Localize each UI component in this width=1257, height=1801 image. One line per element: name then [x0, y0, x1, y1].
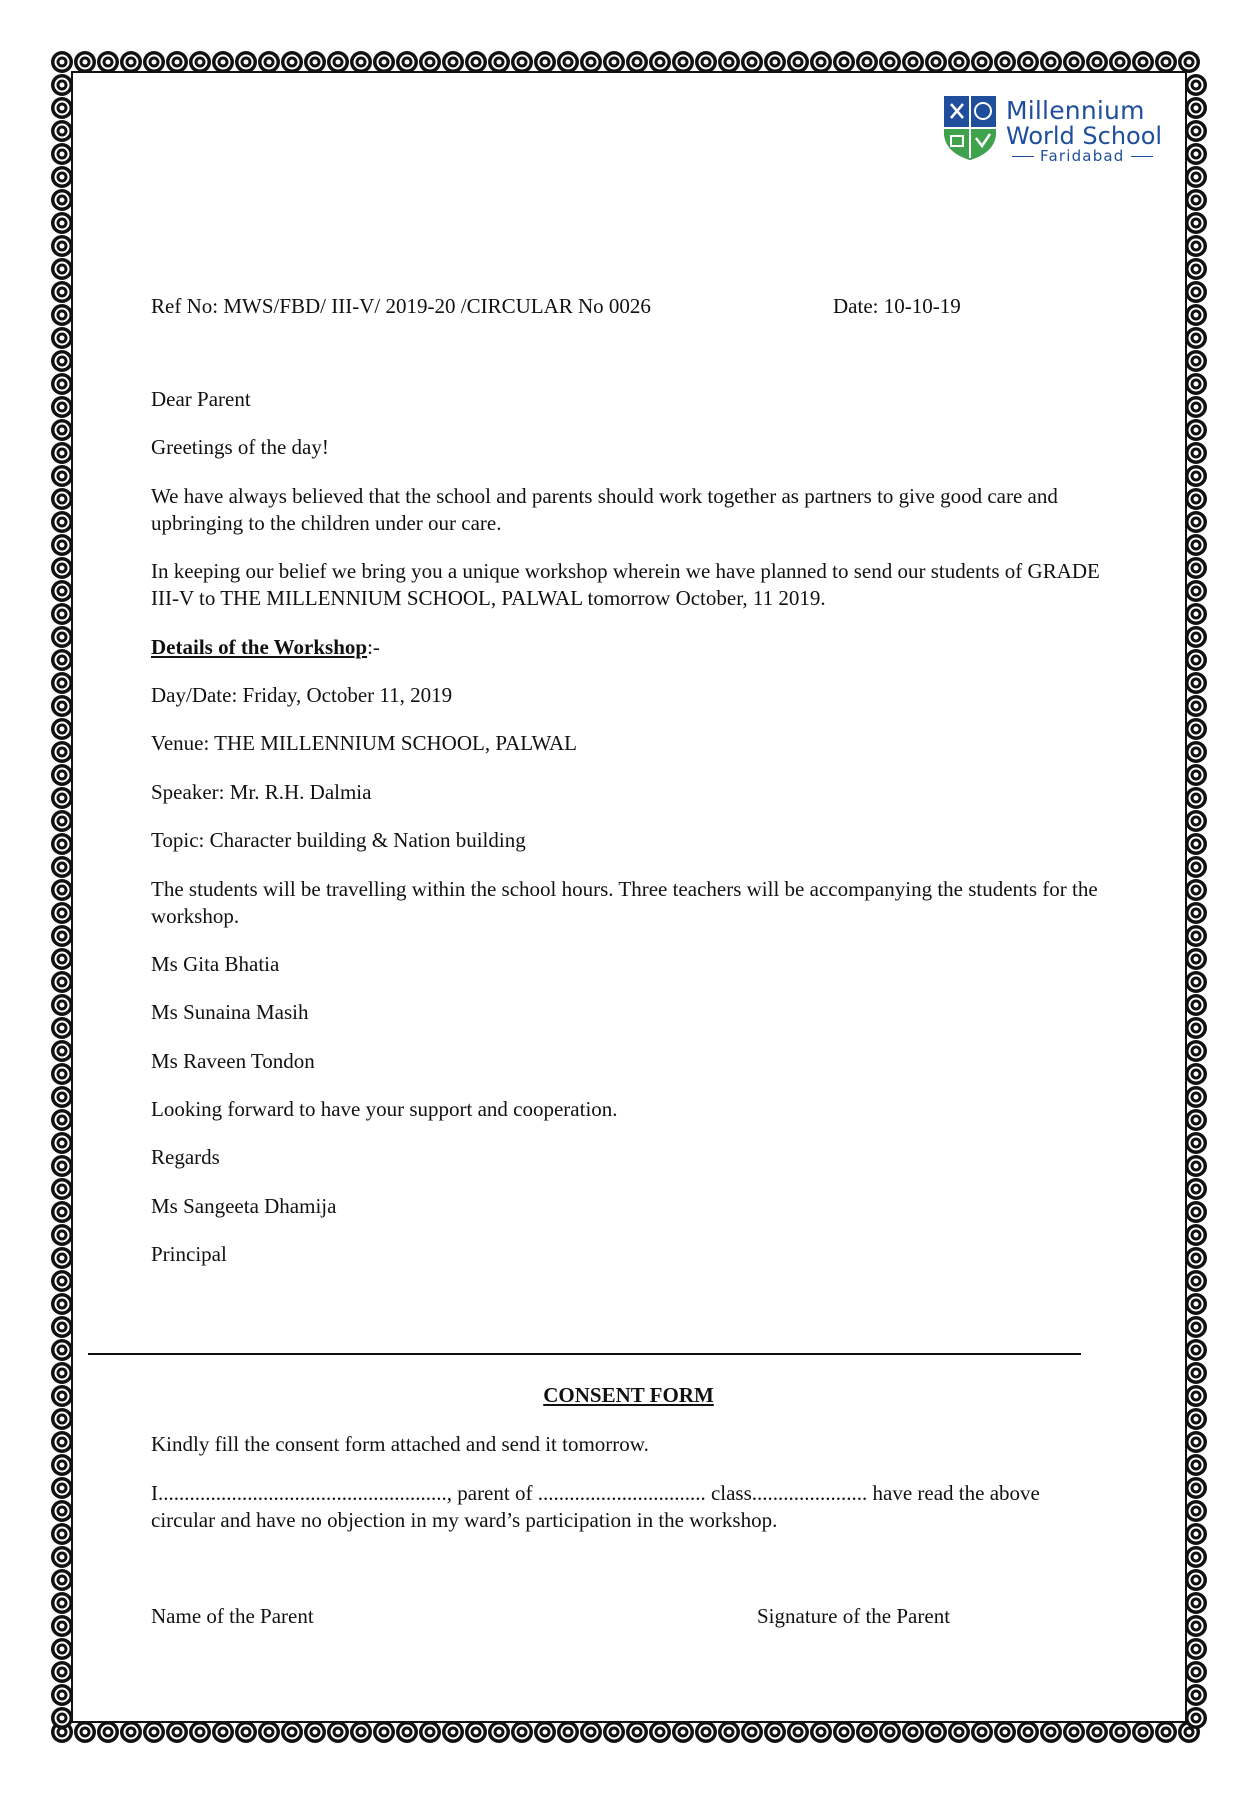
border-ring [1185, 672, 1207, 694]
border-ring [51, 1592, 73, 1614]
border-ring [1185, 511, 1207, 533]
border-ring [419, 51, 441, 73]
border-ring [1185, 1132, 1207, 1154]
border-ring [1185, 948, 1207, 970]
border-ring [51, 1661, 73, 1683]
border-ring [51, 51, 73, 73]
border-ring [51, 810, 73, 832]
shield-icon [942, 94, 998, 162]
border-ring [350, 1721, 372, 1743]
workshop-speaker: Speaker: Mr. R.H. Dalmia [151, 780, 372, 804]
border-ring [1185, 1454, 1207, 1476]
border-ring [51, 258, 73, 280]
border-ring [902, 51, 924, 73]
border-ring [1185, 1569, 1207, 1591]
border-ring [1185, 1201, 1207, 1223]
border-ring [1185, 1155, 1207, 1177]
border-ring [1185, 1247, 1207, 1269]
border-ring [51, 1017, 73, 1039]
circular-date: Date: 10-10-19 [833, 294, 961, 318]
border-ring [1185, 833, 1207, 855]
border-ring [51, 511, 73, 533]
border-ring [603, 51, 625, 73]
greeting: Greetings of the day! [151, 435, 329, 459]
border-ring [143, 51, 165, 73]
border-ring [1132, 1721, 1154, 1743]
border-ring [74, 51, 96, 73]
border-ring [212, 51, 234, 73]
border-ring [143, 1721, 165, 1743]
details-heading [151, 634, 380, 661]
border-ring [1185, 603, 1207, 625]
border-ring [51, 626, 73, 648]
border-ring [51, 1132, 73, 1154]
border-ring [925, 51, 947, 73]
border-ring [1185, 327, 1207, 349]
border-ring [51, 74, 73, 96]
border-ring [1185, 810, 1207, 832]
border-ring [1185, 1615, 1207, 1637]
border-ring [465, 51, 487, 73]
border-ring [557, 51, 579, 73]
border-ring [97, 51, 119, 73]
border-ring [419, 1721, 441, 1743]
consent-declaration: I......................................................., parent of ................................ class...................... have read the above circular and have no objection in my ward’s participation in the workshop. [151, 1481, 1040, 1532]
border-ring [1185, 120, 1207, 142]
border-ring [787, 51, 809, 73]
border-ring [1155, 51, 1177, 73]
border-ring [1185, 971, 1207, 993]
border-ring [51, 304, 73, 326]
border-ring [51, 1247, 73, 1269]
border-ring [1185, 1523, 1207, 1545]
border-ring [1086, 1721, 1108, 1743]
border-ring [51, 1178, 73, 1200]
border-ring [442, 1721, 464, 1743]
border-ring [327, 1721, 349, 1743]
border-ring [1132, 51, 1154, 73]
border-ring [1185, 718, 1207, 740]
border-ring [1185, 1500, 1207, 1522]
border-ring [51, 1339, 73, 1361]
border-ring [51, 741, 73, 763]
border-ring [1185, 1178, 1207, 1200]
border-ring [1185, 1017, 1207, 1039]
border-ring [189, 1721, 211, 1743]
border-ring [51, 649, 73, 671]
border-ring [51, 1362, 73, 1384]
border-ring [212, 1721, 234, 1743]
border-ring [51, 1270, 73, 1292]
border-ring [51, 373, 73, 395]
border-ring [1185, 419, 1207, 441]
teacher-name: Ms Raveen Tondon [151, 1049, 315, 1073]
closing-line: Looking forward to have your support and cooperation. [151, 1097, 618, 1121]
border-ring [51, 1684, 73, 1706]
border-ring [1185, 235, 1207, 257]
border-ring [51, 534, 73, 556]
border-ring [1185, 649, 1207, 671]
border-ring [879, 51, 901, 73]
border-ring [1178, 51, 1200, 73]
border-ring [764, 51, 786, 73]
border-ring [51, 1201, 73, 1223]
border-ring [1185, 1293, 1207, 1315]
border-ring [235, 1721, 257, 1743]
border-ring [1185, 258, 1207, 280]
border-ring [1185, 212, 1207, 234]
border-ring [1109, 1721, 1131, 1743]
border-ring [1185, 442, 1207, 464]
border-ring [1185, 488, 1207, 510]
border-ring [1063, 1721, 1085, 1743]
border-ring [1185, 1546, 1207, 1568]
border-ring [51, 557, 73, 579]
parent-signature-label: Signature of the Parent [757, 1604, 951, 1628]
border-ring [488, 1721, 510, 1743]
border-ring [948, 51, 970, 73]
border-ring [971, 1721, 993, 1743]
border-ring [994, 51, 1016, 73]
border-ring [1185, 189, 1207, 211]
border-ring [51, 879, 73, 901]
border-ring [51, 1523, 73, 1545]
border-ring [1185, 465, 1207, 487]
border-ring [879, 1721, 901, 1743]
border-ring [51, 396, 73, 418]
border-ring [1185, 925, 1207, 947]
border-ring [51, 787, 73, 809]
border-ring [580, 1721, 602, 1743]
border-ring [1185, 304, 1207, 326]
border-ring [51, 1638, 73, 1660]
border-ring [1185, 1684, 1207, 1706]
border-ring [1185, 373, 1207, 395]
border-ring [1185, 1592, 1207, 1614]
consent-form-title: CONSENT FORM [543, 1383, 714, 1407]
border-ring [1185, 97, 1207, 119]
border-ring [51, 1454, 73, 1476]
border-ring [51, 189, 73, 211]
border-ring [695, 1721, 717, 1743]
border-ring [281, 51, 303, 73]
border-ring [833, 1721, 855, 1743]
border-ring [51, 120, 73, 142]
border-ring [994, 1721, 1016, 1743]
border-ring [626, 51, 648, 73]
border-ring [1185, 143, 1207, 165]
border-ring [1185, 1408, 1207, 1430]
border-ring [1185, 1270, 1207, 1292]
border-ring [51, 465, 73, 487]
border-ring [74, 1721, 96, 1743]
border-ring [51, 764, 73, 786]
border-ring [649, 1721, 671, 1743]
school-logo [942, 94, 1163, 166]
border-ring [1017, 1721, 1039, 1743]
border-ring [51, 1109, 73, 1131]
border-ring [511, 51, 533, 73]
border-ring [580, 51, 602, 73]
border-ring [51, 695, 73, 717]
salutation: Dear Parent [151, 387, 251, 411]
border-ring [51, 718, 73, 740]
logo-text-world-school: World School [1006, 122, 1163, 150]
border-ring [51, 488, 73, 510]
border-ring [51, 1546, 73, 1568]
border-ring [281, 1721, 303, 1743]
border-ring [1185, 580, 1207, 602]
border-ring [1185, 879, 1207, 901]
border-ring [534, 1721, 556, 1743]
border-ring [1185, 1086, 1207, 1108]
border-ring [51, 1707, 73, 1729]
border-ring [833, 51, 855, 73]
border-ring [1185, 396, 1207, 418]
border-ring [51, 97, 73, 119]
border-ring [971, 51, 993, 73]
border-ring [1185, 1063, 1207, 1085]
border-ring [1185, 534, 1207, 556]
border-ring [51, 580, 73, 602]
signatory-designation: Principal [151, 1242, 227, 1266]
consent-instruction: Kindly fill the consent form attached and send it tomorrow. [151, 1432, 649, 1456]
border-ring [1086, 51, 1108, 73]
border-ring [511, 1721, 533, 1743]
border-ring [166, 51, 188, 73]
border-ring [741, 1721, 763, 1743]
workshop-day-date: Day/Date: Friday, October 11, 2019 [151, 683, 453, 707]
teacher-name: Ms Gita Bhatia [151, 952, 280, 976]
border-ring [51, 833, 73, 855]
border-ring [856, 1721, 878, 1743]
border-ring [373, 1721, 395, 1743]
border-ring [51, 1063, 73, 1085]
border-ring [396, 1721, 418, 1743]
border-ring [304, 51, 326, 73]
border-ring [1109, 51, 1131, 73]
border-ring [649, 51, 671, 73]
border-ring [51, 902, 73, 924]
border-ring [672, 51, 694, 73]
border-ring [1155, 1721, 1177, 1743]
border-ring [1017, 51, 1039, 73]
border-ring [1185, 764, 1207, 786]
border-ring [1185, 1477, 1207, 1499]
border-ring [97, 1721, 119, 1743]
border-ring [51, 1040, 73, 1062]
paragraph-workshop-intro: In keeping our belief we bring you a unique workshop wherein we have planned to send our students of GRADE III-V to THE MILLENNIUM SCHOOL, PALWAL tomorrow October, 11 2019. [151, 559, 1100, 610]
details-heading-suffix: :- [367, 635, 380, 659]
border-ring [948, 1721, 970, 1743]
border-ring [51, 1224, 73, 1246]
border-ring [1185, 74, 1207, 96]
border-ring [1185, 856, 1207, 878]
border-ring [488, 51, 510, 73]
border-ring [51, 603, 73, 625]
border-ring [51, 856, 73, 878]
border-ring [350, 51, 372, 73]
border-ring [1185, 626, 1207, 648]
border-ring [120, 1721, 142, 1743]
border-ring [1185, 741, 1207, 763]
border-ring [51, 672, 73, 694]
border-ring [741, 51, 763, 73]
border-ring [1185, 1316, 1207, 1338]
border-ring [258, 1721, 280, 1743]
regards: Regards [151, 1145, 220, 1169]
border-ring [1185, 350, 1207, 372]
border-ring [51, 948, 73, 970]
border-ring [51, 1155, 73, 1177]
border-ring [902, 1721, 924, 1743]
border-ring [166, 1721, 188, 1743]
border-ring [1185, 1661, 1207, 1683]
border-ring [856, 51, 878, 73]
border-ring [189, 51, 211, 73]
border-ring [672, 1721, 694, 1743]
logo-text-millennium: Millennium [1006, 96, 1145, 125]
border-ring [51, 166, 73, 188]
border-ring [51, 1293, 73, 1315]
border-ring [51, 1615, 73, 1637]
border-ring [1063, 51, 1085, 73]
border-ring [1185, 994, 1207, 1016]
border-ring [718, 51, 740, 73]
border-ring [51, 1477, 73, 1499]
border-ring [1185, 1224, 1207, 1246]
border-ring [396, 51, 418, 73]
reference-number: Ref No: MWS/FBD/ III-V/ 2019-20 /CIRCULAR No 0026 [151, 294, 651, 318]
border-ring [1185, 902, 1207, 924]
border-ring [787, 1721, 809, 1743]
workshop-venue: Venue: THE MILLENNIUM SCHOOL, PALWAL [151, 731, 577, 755]
border-ring [1185, 1362, 1207, 1384]
teacher-name: Ms Sunaina Masih [151, 1000, 309, 1024]
border-ring [695, 51, 717, 73]
border-ring [1185, 557, 1207, 579]
border-ring [51, 1431, 73, 1453]
border-ring [1185, 1040, 1207, 1062]
paragraph-partnership: We have always believed that the school and parents should work together as partners to give good care and upbringing to the children under our care. [151, 484, 1058, 535]
border-ring [534, 51, 556, 73]
border-ring [810, 51, 832, 73]
border-ring [1185, 787, 1207, 809]
border-ring [51, 971, 73, 993]
border-ring [1040, 1721, 1062, 1743]
border-ring [51, 1086, 73, 1108]
border-ring [51, 1408, 73, 1430]
border-ring [51, 235, 73, 257]
border-ring [51, 212, 73, 234]
border-ring [304, 1721, 326, 1743]
border-ring [603, 1721, 625, 1743]
border-ring [1040, 51, 1062, 73]
border-ring [51, 1500, 73, 1522]
border-ring [764, 1721, 786, 1743]
border-ring [51, 419, 73, 441]
workshop-topic: Topic: Character building & Nation building [151, 828, 526, 852]
logo-text-location: Faridabad [1006, 147, 1152, 165]
border-ring [51, 994, 73, 1016]
border-ring [1185, 281, 1207, 303]
border-ring [51, 1316, 73, 1338]
border-ring [51, 143, 73, 165]
border-ring [1185, 1109, 1207, 1131]
border-ring [1185, 1339, 1207, 1361]
border-ring [51, 281, 73, 303]
border-ring [465, 1721, 487, 1743]
border-ring [626, 1721, 648, 1743]
border-ring [557, 1721, 579, 1743]
border-ring [1185, 1431, 1207, 1453]
travel-note: The students will be travelling within the school hours. Three teachers will be accompanying the students for the workshop. [151, 877, 1098, 928]
border-ring [327, 51, 349, 73]
signatory-name: Ms Sangeeta Dhamija [151, 1194, 337, 1218]
border-ring [1185, 1707, 1207, 1729]
details-heading-text: Details of the Workshop [151, 635, 368, 659]
border-ring [51, 925, 73, 947]
separator-line [88, 1353, 1081, 1355]
border-ring [51, 442, 73, 464]
border-ring [235, 51, 257, 73]
border-ring [120, 51, 142, 73]
border-ring [718, 1721, 740, 1743]
parent-name-label: Name of the Parent [151, 1604, 314, 1628]
border-ring [258, 51, 280, 73]
border-ring [51, 350, 73, 372]
border-ring [810, 1721, 832, 1743]
border-ring [51, 327, 73, 349]
border-ring [925, 1721, 947, 1743]
border-ring [1185, 166, 1207, 188]
border-ring [442, 51, 464, 73]
border-ring [1185, 1638, 1207, 1660]
border-ring [1185, 695, 1207, 717]
border-ring [373, 51, 395, 73]
border-ring [51, 1569, 73, 1591]
